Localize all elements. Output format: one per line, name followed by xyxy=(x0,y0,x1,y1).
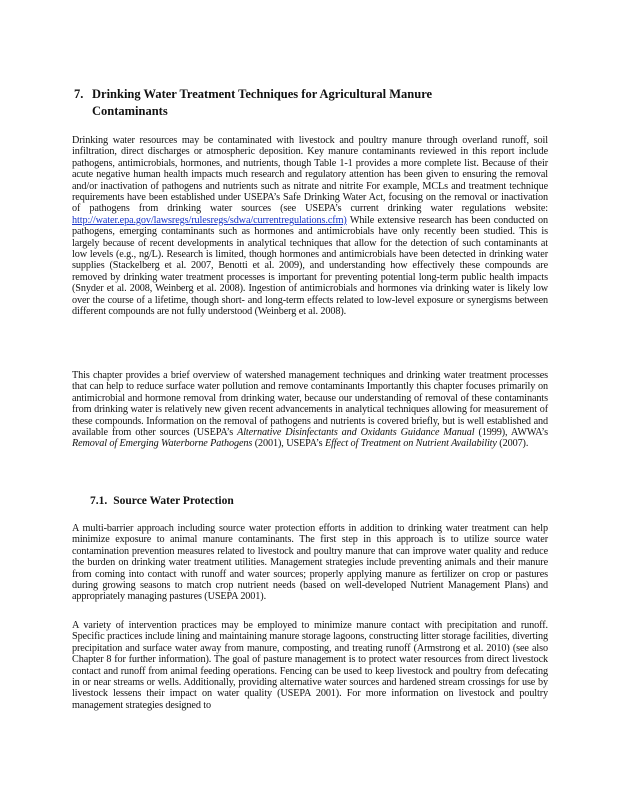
paragraph-intro-text-a: Drinking water resources may be contaminated with livestock and poultry manure through overland runoff, soil infiltration, direct discharges or atmospheric deposition. Key manure contaminants reviewed in this report include pathogens, antimicrobials, hormones, and nutrients, though Table 1-1 provides a more complete list. Because of their acute negative human health impacts much research and regulatory attention has been given to ensuring the removal and/or inactivation of pathogens and nutrients such as nitrate and nitrite For example, MCLs and treatment technique requirements have been established under USEPA’s Safe Drinking Water Act, focusing on the removal or inactivation of pathogens from drinking water sources (see USEPA’s current drinking water regulations website: xyxy=(72,135,548,215)
paragraph-intro-text-b: While extensive research has been conducted on pathogens, emerging contaminants such as hormones and antimicrobials have only recently been studied. This is largely because of recent developments in analytical techniques that allow for the detection of such contaminants at low levels (e.g., ng/L). Research is limited, though hormones and antimicrobials have been detected in drinking water supplies (Stackelberg et al. 2007, Benotti et al. 2009), and understanding how effectively these compounds are removed by drinking water treatment processes is important for preventing potential long-term public health impacts (Snyder et al. 2008, Weinberg et al. 2008). Ingestion of antimicrobials and hormones via drinking water is likely low over the course of a lifetime, though short- and long-term effects related to low-level exposure or synergisms between different compounds are not fully understood (Weinberg et al. 2008). xyxy=(72,214,548,318)
section-number: 7.1. xyxy=(90,495,108,507)
chapter-title-line1: Drinking Water Treatment Techniques for Agricultural Manure xyxy=(92,87,433,101)
citation-title-disinfectants: Alternative Disinfectants and Oxidants Guidance Manual xyxy=(237,427,475,439)
paragraph-intro xyxy=(72,135,548,318)
overview-text-c: (2001), USEPA’s xyxy=(252,438,325,450)
section-title: Source Water Protection xyxy=(113,495,234,507)
overview-text-a: This chapter provides a brief overview of watershed management techniques and drinking water treatment processes that can help to reduce surface water pollution and remove contaminants Importantly this chapter focuses primarily on antimicrobial and hormone removal from drinking water, because our understanding of removal of these contaminants from drinking water is relatively new given recent advancements in analytical techniques allowing for measurement of these compounds. Information on the removal of pathogens and nutrients is covered briefly, but is well established and available from other sources (USEPA’s xyxy=(72,370,548,439)
citation-title-pathogens: Removal of Emerging Waterborne Pathogens xyxy=(72,438,253,450)
paragraph-intervention-practices: A variety of intervention practices may be employed to minimize manure contact with precipitation and runoff. Specific practices include lining and maintaining manure storage lagoons, constructing litter storage facilities, diverting precipitation and surface water away from manure, composting, and treating runoff (Armstrong et al. 2010) (see also Chapter 8 for further information). The goal of pasture management is to protect water resources from direct livestock contact and runoff from animal feeding operations. Fencing can be used to keep livestock and poultry from defecating in or near streams or wells. Additionally, providing alternative water sources and hardened stream crossings for use by livestock lessens their impact on water quality (USEPA 2001). For more information on livestock and poultry management strategies designed to xyxy=(72,620,548,711)
overview-text-d: (2007). xyxy=(496,438,529,450)
overview-text-b: (1999), AWWA’s xyxy=(474,427,548,439)
chapter-heading xyxy=(74,86,554,120)
chapter-number: 7. xyxy=(74,87,84,101)
chapter-heading-line1 xyxy=(74,86,554,103)
regulations-link[interactable]: http://water.epa.gov/lawsregs/rulesregs/sdwa/currentregulations.cfm) xyxy=(72,214,347,226)
section-heading xyxy=(90,494,234,508)
chapter-title-line2: Contaminants xyxy=(92,104,168,118)
paragraph-multi-barrier: A multi-barrier approach including source water protection efforts in addition to drinking water treatment can help minimize exposure to animal manure contaminants. The first step in this approach is to utilize source water contamination prevention measures related to livestock and poultry manure that can improve water quality and reduce the burden on drinking water treatment utilities. Management strategies include preventing animals and their manure from coming into contact with runoff and water sources; properly applying manure as fertilizer on crop or pastures during growing seasons to match crop nutrient needs (based on well-developed Nutrient Management Plans) and appropriately managing pastures (USEPA 2001). xyxy=(72,523,548,603)
citation-title-nutrients: Effect of Treatment on Nutrient Availability xyxy=(324,438,497,450)
paragraph-chapter-overview xyxy=(72,370,548,450)
